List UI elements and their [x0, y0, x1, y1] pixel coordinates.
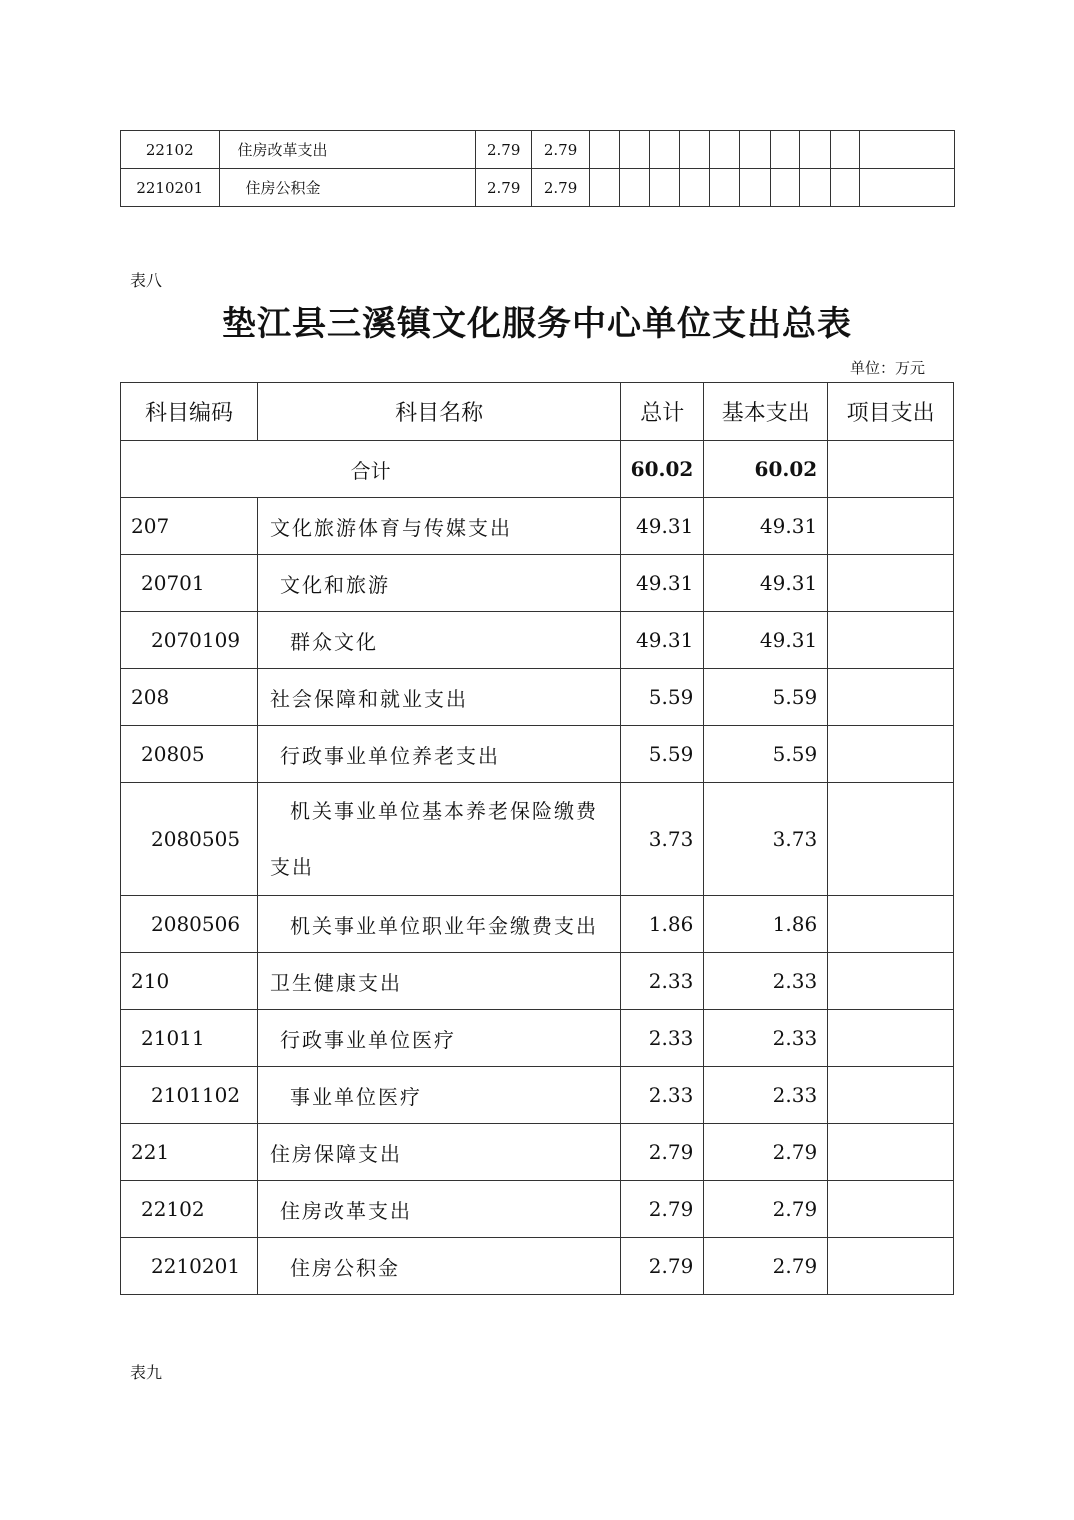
row-code: 210	[121, 953, 258, 1010]
row-code: 21011	[121, 1010, 258, 1067]
row-code: 2070109	[121, 612, 258, 669]
row-name-text: 机关事业单位基本养老保险缴费支出	[269, 799, 598, 879]
row-project	[828, 896, 954, 953]
table-row	[121, 896, 954, 953]
table-row	[121, 1238, 954, 1295]
row-project	[828, 726, 954, 783]
empty-cell	[590, 131, 620, 169]
table-row	[121, 1181, 954, 1238]
row-total: 2.33	[621, 1067, 704, 1124]
row-basic: 49.31	[704, 498, 828, 555]
totals-basic: 60.02	[704, 441, 828, 498]
table-row	[121, 498, 954, 555]
row-name: 行政事业单位医疗	[257, 1010, 620, 1067]
row-name: 文化旅游体育与传媒支出	[257, 498, 620, 555]
header-code: 科目编码	[121, 383, 258, 441]
row-project	[828, 953, 954, 1010]
table-row	[121, 612, 954, 669]
row-basic: 2.79	[704, 1238, 828, 1295]
row-code: 207	[121, 498, 258, 555]
row-basic: 2.33	[704, 953, 828, 1010]
table-row	[121, 555, 954, 612]
row-project	[828, 498, 954, 555]
row-code: 2080506	[121, 896, 258, 953]
row-total: 2.79	[621, 1124, 704, 1181]
row-project	[828, 1067, 954, 1124]
empty-cell	[650, 169, 680, 207]
table-row	[121, 131, 955, 169]
unit-label: 单位：万元	[850, 359, 926, 377]
row-total: 2.79	[621, 1238, 704, 1295]
header-total: 总计	[621, 383, 704, 441]
row-name: 行政事业单位养老支出	[257, 726, 620, 783]
row-basic: 49.31	[704, 612, 828, 669]
row-name: 住房公积金	[219, 169, 476, 207]
page-title: 垫江县三溪镇文化服务中心单位支出总表	[222, 304, 852, 344]
row-basic: 5.59	[704, 726, 828, 783]
empty-cell	[770, 169, 800, 207]
row-name: 住房改革支出	[219, 131, 476, 169]
totals-total: 60.02	[621, 441, 704, 498]
row-project	[828, 612, 954, 669]
table-row	[121, 1067, 954, 1124]
row-name	[257, 783, 620, 896]
empty-cell	[650, 131, 680, 169]
row-value: 2.79	[532, 131, 590, 169]
empty-cell	[740, 131, 771, 169]
empty-cell	[830, 131, 860, 169]
row-name: 住房保障支出	[257, 1124, 620, 1181]
table-row	[121, 1010, 954, 1067]
empty-cell	[860, 131, 955, 169]
empty-cell	[800, 131, 831, 169]
row-name: 卫生健康支出	[257, 953, 620, 1010]
row-project	[828, 555, 954, 612]
row-total: 49.31	[621, 498, 704, 555]
empty-cell	[679, 169, 710, 207]
row-basic: 2.33	[704, 1067, 828, 1124]
table-header-row	[121, 383, 954, 441]
table-label: 表九	[130, 1363, 163, 1382]
row-total: 5.59	[621, 726, 704, 783]
row-total: 1.86	[621, 896, 704, 953]
row-basic: 3.73	[704, 783, 828, 896]
row-code: 2210201	[121, 1238, 258, 1295]
continued-table	[120, 130, 955, 207]
row-code: 221	[121, 1124, 258, 1181]
table-row	[121, 783, 954, 896]
row-total: 2.33	[621, 953, 704, 1010]
row-name: 文化和旅游	[257, 555, 620, 612]
row-project	[828, 1181, 954, 1238]
row-basic: 49.31	[704, 555, 828, 612]
row-basic: 2.33	[704, 1010, 828, 1067]
totals-label: 合计	[121, 441, 621, 498]
row-basic: 2.79	[704, 1124, 828, 1181]
empty-cell	[590, 169, 620, 207]
row-total: 2.33	[621, 1010, 704, 1067]
row-project	[828, 783, 954, 896]
row-code: 2210201	[121, 169, 220, 207]
empty-cell	[800, 169, 831, 207]
expenditure-table	[120, 382, 954, 1295]
row-code: 22102	[121, 1181, 258, 1238]
table-row	[121, 953, 954, 1010]
totals-project	[828, 441, 954, 498]
row-value: 2.79	[532, 169, 590, 207]
row-project	[828, 669, 954, 726]
row-name: 住房改革支出	[257, 1181, 620, 1238]
row-code: 20805	[121, 726, 258, 783]
row-value: 2.79	[476, 131, 532, 169]
row-basic: 2.79	[704, 1181, 828, 1238]
row-project	[828, 1238, 954, 1295]
header-basic: 基本支出	[704, 383, 828, 441]
row-name: 社会保障和就业支出	[257, 669, 620, 726]
empty-cell	[619, 169, 650, 207]
row-name: 机关事业单位职业年金缴费支出	[257, 896, 620, 953]
table-row	[121, 669, 954, 726]
row-name: 住房公积金	[257, 1238, 620, 1295]
table-label: 表八	[130, 271, 163, 290]
totals-row	[121, 441, 954, 498]
row-basic: 1.86	[704, 896, 828, 953]
empty-cell	[830, 169, 860, 207]
table-row	[121, 1124, 954, 1181]
empty-cell	[710, 131, 740, 169]
row-name: 事业单位医疗	[257, 1067, 620, 1124]
table-row	[121, 726, 954, 783]
table-row	[121, 169, 955, 207]
row-project	[828, 1010, 954, 1067]
empty-cell	[860, 169, 955, 207]
row-code: 2080505	[121, 783, 258, 896]
empty-cell	[619, 131, 650, 169]
row-name: 群众文化	[257, 612, 620, 669]
empty-cell	[740, 169, 771, 207]
row-total: 5.59	[621, 669, 704, 726]
empty-cell	[679, 131, 710, 169]
row-total: 49.31	[621, 555, 704, 612]
row-code: 22102	[121, 131, 220, 169]
row-project	[828, 1124, 954, 1181]
row-value: 2.79	[476, 169, 532, 207]
empty-cell	[770, 131, 800, 169]
row-total: 49.31	[621, 612, 704, 669]
empty-cell	[710, 169, 740, 207]
header-name: 科目名称	[257, 383, 620, 441]
row-total: 3.73	[621, 783, 704, 896]
row-total: 2.79	[621, 1181, 704, 1238]
row-code: 2101102	[121, 1067, 258, 1124]
row-basic: 5.59	[704, 669, 828, 726]
header-project: 项目支出	[828, 383, 954, 441]
row-code: 208	[121, 669, 258, 726]
row-code: 20701	[121, 555, 258, 612]
